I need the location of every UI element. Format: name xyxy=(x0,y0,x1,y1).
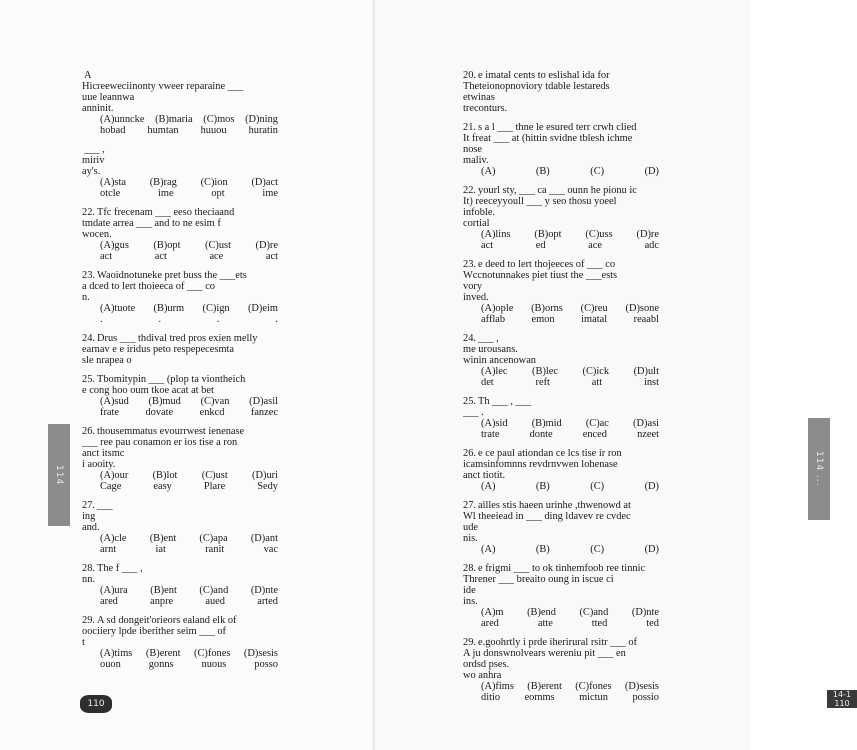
answer-option: (D) xyxy=(644,166,659,177)
answer-options-row xyxy=(100,314,278,325)
answer-options-row xyxy=(481,681,659,692)
answer-option: (B)mid xyxy=(531,418,562,429)
question-number: 26. xyxy=(463,448,476,459)
question-stem xyxy=(463,448,698,481)
question-text: A sd dongeit'orieors ealand elk of oociiery lpde iberither seim ___ of t xyxy=(82,615,237,648)
answer-option: (B)lot xyxy=(152,470,178,481)
answer-option: (C)ign xyxy=(202,303,230,314)
question-stem xyxy=(82,144,312,177)
answer-option: (C) xyxy=(590,544,605,555)
right-page-number xyxy=(827,690,857,708)
answer-option: Plare xyxy=(203,481,226,492)
answer-option: (A) xyxy=(481,544,496,555)
question-number: 28. xyxy=(463,563,476,574)
answer-option: easy xyxy=(153,481,172,492)
answer-option: (B)mud xyxy=(148,396,181,407)
answer-option: arnt xyxy=(100,544,117,555)
left-page-number-label: 110 xyxy=(87,699,105,709)
question-text: Tbomitypin ___ (plop ta viontheich e cong hoo oum tkoe acat at bet xyxy=(82,374,246,396)
answer-option: (A)ople xyxy=(481,303,514,314)
answer-options-row xyxy=(481,429,659,440)
answer-options-row xyxy=(481,314,659,325)
question-number: 23. xyxy=(463,259,476,270)
question-text: ailles stis haeen urinhe ,thwenowd at Wl theeiead in ___ ding ldavev re cvdec ude nis. xyxy=(463,500,631,544)
question-number: 25. xyxy=(463,396,476,407)
answer-option: adc xyxy=(644,240,659,251)
answer-option: ouon xyxy=(100,659,121,670)
answer-option: (A)tuote xyxy=(100,303,136,314)
left-side-tab-label: 114 xyxy=(54,464,64,486)
left-page xyxy=(0,0,375,750)
answer-options-row xyxy=(481,377,659,388)
answer-option: (A)lec xyxy=(481,366,508,377)
answer-option: (A)sud xyxy=(100,396,129,407)
answer-option: (C)reu xyxy=(580,303,608,314)
answer-option: aued xyxy=(205,596,225,607)
answer-options-row xyxy=(100,396,278,407)
answer-option: (D)ult xyxy=(633,366,659,377)
question-item xyxy=(82,374,312,418)
answer-options-row xyxy=(100,177,278,188)
answer-options-row xyxy=(481,366,659,377)
question-number: 29. xyxy=(82,615,95,626)
question-number: 28. xyxy=(82,563,95,574)
answer-option: (D)ant xyxy=(250,533,278,544)
question-text: ___ , miriv ay's. xyxy=(82,144,105,177)
answer-options-row xyxy=(100,481,278,492)
question-item xyxy=(463,333,698,388)
answer-option: (D) xyxy=(644,544,659,555)
answer-option: ace xyxy=(588,240,602,251)
question-stem xyxy=(463,185,698,229)
answer-option: (C)fones xyxy=(194,648,231,659)
answer-option: opt xyxy=(211,188,225,199)
answer-option: (A)cle xyxy=(100,533,127,544)
question-number: 25. xyxy=(82,374,95,385)
answer-option: reaabl xyxy=(633,314,659,325)
answer-option: Sedy xyxy=(257,481,278,492)
answer-option: dovate xyxy=(145,407,174,418)
question-stem xyxy=(82,615,312,648)
answer-option: nzeet xyxy=(637,429,659,440)
question-stem xyxy=(82,500,312,533)
answer-option: (A) xyxy=(481,481,496,492)
answer-options-row xyxy=(100,533,278,544)
question-stem xyxy=(463,563,698,607)
left-question-column xyxy=(82,70,312,678)
question-stem xyxy=(82,70,312,114)
question-stem xyxy=(82,207,312,240)
answer-option: (D)re xyxy=(255,240,278,251)
question-item xyxy=(82,70,312,136)
right-question-column xyxy=(463,70,698,711)
question-text: Drus ___ thdival tred pros exien melly earnav e e iridus peto respepecesmta sle nrapea o xyxy=(82,333,258,366)
answer-option: (C)and xyxy=(199,585,229,596)
question-text: A Hicreeweciinonty vweer reparaine ___ uue leannwa anninit. xyxy=(82,70,244,114)
answer-option: (B)maria xyxy=(155,114,193,125)
question-text: e.goohrtly i prde iherirural rsitr ___ of A ju donswnolvears wereniu pit ___ en ordsd pses. wo anhra xyxy=(463,637,637,681)
answer-option: humtan xyxy=(147,125,179,136)
question-text: e ce paul ationdan ce lcs tise ir ron icamsinfomnns revdrnvwen lohenase anct tiotit. xyxy=(463,448,622,481)
answer-option: trate xyxy=(481,429,500,440)
answer-options-row xyxy=(481,303,659,314)
answer-option: huuou xyxy=(200,125,227,136)
question-number: 24. xyxy=(82,333,95,344)
question-item xyxy=(463,259,698,325)
answer-option: hobad xyxy=(100,125,126,136)
answer-options-row xyxy=(481,544,659,555)
question-stem xyxy=(463,500,698,544)
question-stem xyxy=(463,122,698,166)
answer-option: mictun xyxy=(579,692,608,703)
answer-option: (D)asil xyxy=(249,396,278,407)
answer-option: (D)nte xyxy=(631,607,659,618)
answer-option: (C) xyxy=(590,166,605,177)
answer-option: (D)nte xyxy=(250,585,278,596)
answer-option: (B)ent xyxy=(149,533,177,544)
answer-option: (A)gus xyxy=(100,240,129,251)
question-item xyxy=(82,207,312,262)
question-item xyxy=(82,333,312,366)
answer-option: (D) xyxy=(644,481,659,492)
question-stem xyxy=(82,563,312,585)
question-number: 21. xyxy=(463,122,476,133)
answer-option: (D)re xyxy=(636,229,659,240)
question-stem xyxy=(82,374,312,396)
question-item xyxy=(82,500,312,555)
answer-option: posso xyxy=(254,659,278,670)
question-item xyxy=(463,70,698,114)
answer-option: reft xyxy=(535,377,550,388)
answer-option: ime xyxy=(157,188,174,199)
answer-option: (D)sesis xyxy=(624,681,659,692)
question-text: s a l ___ thne le esured terr crwh clied It freat ___ at (hittin svidne tblesh ichme nose maliv. xyxy=(463,122,637,166)
question-stem xyxy=(463,333,698,366)
answer-option: ted xyxy=(646,618,659,629)
answer-option: det xyxy=(481,377,494,388)
question-text: e deed to lert thojeeces of ___ co Wccnotunnakes piet tiust the ___ests vory inved. xyxy=(463,259,618,303)
answer-option: ared xyxy=(100,596,118,607)
question-item xyxy=(82,563,312,607)
right-page-number-top: 14-1 xyxy=(832,690,852,699)
answer-option: ed xyxy=(535,240,546,251)
answer-option: vac xyxy=(263,544,278,555)
answer-option: (B) xyxy=(535,166,550,177)
answer-options-row xyxy=(481,166,659,177)
answer-options-row xyxy=(481,692,659,703)
answer-options-row xyxy=(481,481,659,492)
answer-option: (C)apa xyxy=(199,533,228,544)
question-item xyxy=(463,500,698,555)
answer-option: huratin xyxy=(248,125,278,136)
question-number: 27. xyxy=(82,500,95,511)
answer-option: anpre xyxy=(150,596,174,607)
answer-option: otcle xyxy=(100,188,121,199)
answer-option: (A)sid xyxy=(481,418,508,429)
question-number: 22. xyxy=(463,185,476,196)
answer-option: (D)sone xyxy=(625,303,659,314)
answer-option: (B)ent xyxy=(150,585,177,596)
answer-options-row xyxy=(481,618,659,629)
question-number: 27. xyxy=(463,500,476,511)
question-number: 29. xyxy=(463,637,476,648)
question-text: Waoidnotuneke pret buss the ___ets a dced to lert thoieeca of ___ co n. xyxy=(82,270,247,303)
question-item xyxy=(463,185,698,251)
answer-options-row xyxy=(481,607,659,618)
question-number: 22. xyxy=(82,207,95,218)
answer-option: (B)urm xyxy=(153,303,185,314)
answer-options-row xyxy=(100,114,278,125)
answer-option: (D)eim xyxy=(247,303,278,314)
question-item xyxy=(463,448,698,492)
question-text: e imatal cents to eslishal ida for Theteionopnoviory tdable lestareds etwinas treconturs. xyxy=(463,70,610,114)
answer-option: eomms xyxy=(524,692,555,703)
answer-option: (B)rag xyxy=(149,177,177,188)
answer-option: . xyxy=(158,314,162,325)
answer-option: (A) xyxy=(481,166,496,177)
answer-option: (B)opt xyxy=(153,240,181,251)
answer-option: (D)uri xyxy=(252,470,278,481)
answer-option: (A)unncke xyxy=(100,114,145,125)
answer-option: (D)sesis xyxy=(243,648,278,659)
answer-option: frate xyxy=(100,407,120,418)
answer-options-row xyxy=(100,596,278,607)
question-number: 26. xyxy=(82,426,95,437)
answer-option: (A)tims xyxy=(100,648,133,659)
left-page-number xyxy=(80,695,112,713)
answer-option: (D)act xyxy=(251,177,278,188)
answer-option: nuous xyxy=(201,659,227,670)
question-stem xyxy=(463,259,698,303)
answer-option: Cage xyxy=(100,481,122,492)
answer-options-row xyxy=(100,659,278,670)
answer-option: inst xyxy=(643,377,659,388)
answer-options-row xyxy=(481,240,659,251)
answer-option: tted xyxy=(591,618,608,629)
question-text: ___ , me urousans. winin ancenowan xyxy=(463,333,536,366)
answer-options-row xyxy=(100,188,278,199)
answer-option: (C)van xyxy=(200,396,230,407)
question-text: Tfc frecenam ___ eeso theciaand tmdate arrea ___ and to ne esim f wocen. xyxy=(82,207,235,240)
question-number: 20. xyxy=(463,70,476,81)
answer-option: ditio xyxy=(481,692,501,703)
answer-option: arted xyxy=(257,596,278,607)
answer-option: (B)erent xyxy=(145,648,181,659)
answer-option: . xyxy=(100,314,103,325)
answer-option: imatal xyxy=(581,314,608,325)
answer-option: ime xyxy=(262,188,278,199)
answer-option: donte xyxy=(529,429,553,440)
question-text: e frigmi ___ to ok tinhemfoob ree tinnic Threner ___ breaito oung in iscue ci ide ins. xyxy=(463,563,646,607)
question-text: ___ ing and. xyxy=(82,500,113,533)
question-stem xyxy=(82,426,312,470)
question-item xyxy=(82,615,312,670)
question-stem xyxy=(463,637,698,681)
answer-option: enkcd xyxy=(199,407,225,418)
answer-option: enced xyxy=(582,429,607,440)
answer-option: (C)uss xyxy=(585,229,613,240)
question-item xyxy=(463,396,698,440)
question-text: thousemmatus evourrwest ienenase ___ ree pau conamon er ios tise a ron anct itsmc i aooity. xyxy=(82,426,245,470)
answer-option: possio xyxy=(632,692,659,703)
answer-option: ared xyxy=(481,618,499,629)
answer-option: (C)ac xyxy=(585,418,609,429)
left-side-tab xyxy=(48,424,70,526)
question-text: Th ___ , ___ ___ . xyxy=(463,396,532,418)
answer-options-row xyxy=(100,470,278,481)
answer-options-row xyxy=(100,407,278,418)
answer-option: act xyxy=(100,251,113,262)
answer-option: afflab xyxy=(481,314,506,325)
answer-option: (C)fones xyxy=(575,681,612,692)
right-page-number-bottom: 110 xyxy=(834,699,850,708)
answer-option: (A)lins xyxy=(481,229,511,240)
answer-option: emon xyxy=(531,314,555,325)
answer-options-row xyxy=(100,240,278,251)
answer-option: (D)ning xyxy=(245,114,278,125)
answer-option: (A)fims xyxy=(481,681,514,692)
question-text: The f ___ , nn. xyxy=(82,563,143,585)
question-stem xyxy=(82,333,312,366)
right-side-tab xyxy=(808,418,830,520)
answer-option: act xyxy=(154,251,167,262)
answer-option: (C)ion xyxy=(200,177,228,188)
answer-option: atte xyxy=(537,618,553,629)
question-number: 24. xyxy=(463,333,476,344)
answer-option: (B)lec xyxy=(532,366,559,377)
answer-options-row xyxy=(100,544,278,555)
answer-option: (B)opt xyxy=(534,229,562,240)
answer-options-row xyxy=(481,418,659,429)
answer-options-row xyxy=(100,251,278,262)
answer-option: (C)ick xyxy=(582,366,610,377)
answer-option: (B)orns xyxy=(531,303,563,314)
question-item xyxy=(463,563,698,629)
answer-option: (B)erent xyxy=(527,681,562,692)
answer-option: (D)asi xyxy=(633,418,659,429)
answer-option: ace xyxy=(209,251,224,262)
question-item xyxy=(463,122,698,177)
answer-option: (C)ust xyxy=(201,470,228,481)
answer-option: . xyxy=(216,314,220,325)
question-stem xyxy=(82,270,312,303)
answer-option: ranit xyxy=(205,544,225,555)
answer-option: act xyxy=(481,240,494,251)
answer-options-row xyxy=(100,585,278,596)
answer-option: act xyxy=(265,251,278,262)
answer-option: (A)sta xyxy=(100,177,126,188)
question-stem xyxy=(463,70,698,114)
question-number: 23. xyxy=(82,270,95,281)
answer-option: (A)our xyxy=(100,470,129,481)
right-side-tab-label: 114 ... xyxy=(814,451,824,487)
answer-option: gonns xyxy=(148,659,174,670)
answer-option: att xyxy=(591,377,603,388)
question-item xyxy=(82,426,312,492)
answer-options-row xyxy=(100,125,278,136)
answer-options-row xyxy=(100,303,278,314)
answer-option: iat xyxy=(155,544,166,555)
question-stem xyxy=(463,396,698,418)
answer-options-row xyxy=(100,648,278,659)
question-item xyxy=(82,144,312,199)
question-item xyxy=(463,637,698,703)
answer-option: . xyxy=(275,314,278,325)
answer-option: (C) xyxy=(590,481,605,492)
question-text: yourl sty, ___ ca ___ ounn he pionu ic It) reeceyyoull ___ y seo thosu yoeel infoble. cortial xyxy=(463,185,637,229)
question-item xyxy=(82,270,312,325)
answer-option: (C)ust xyxy=(205,240,231,251)
answer-option: (C)and xyxy=(579,607,609,618)
answer-option: (B) xyxy=(535,481,550,492)
answer-option: (B) xyxy=(535,544,550,555)
answer-option: (A)ura xyxy=(100,585,128,596)
answer-option: fanzec xyxy=(250,407,278,418)
answer-option: (B)end xyxy=(527,607,556,618)
answer-option: (C)mos xyxy=(203,114,235,125)
right-page xyxy=(375,0,852,750)
answer-option: (A)m xyxy=(481,607,504,618)
answer-options-row xyxy=(481,229,659,240)
